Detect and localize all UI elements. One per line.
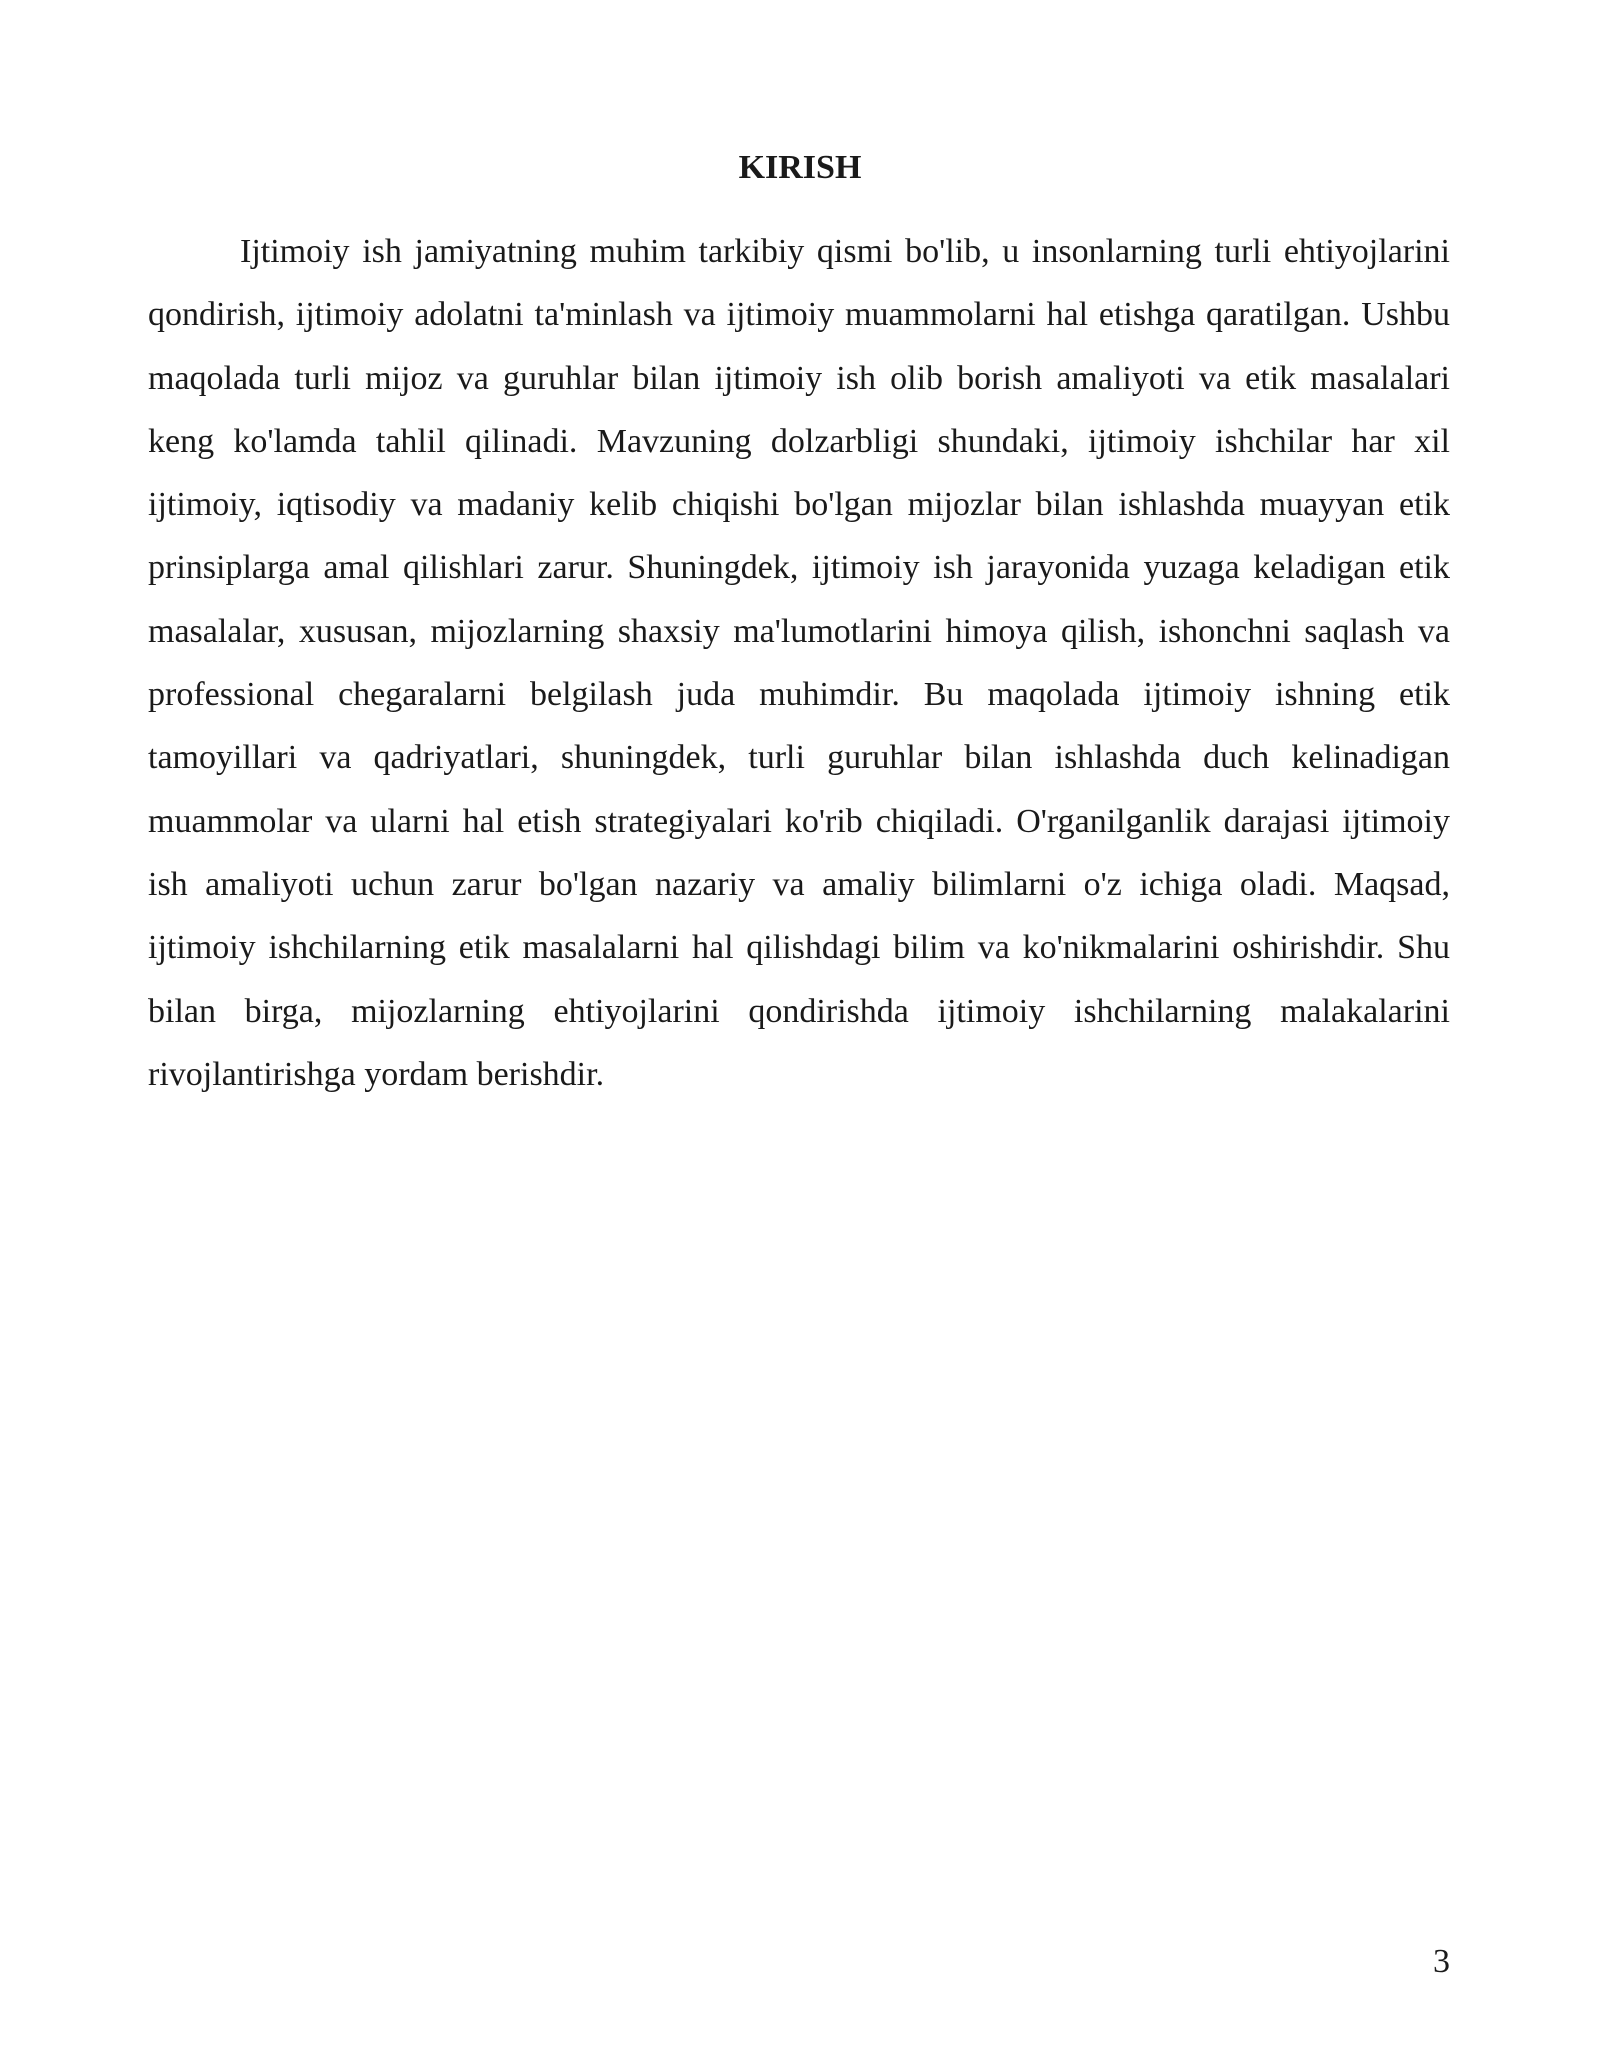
section-heading: KIRISH xyxy=(738,149,862,186)
page-number: 3 xyxy=(1433,1943,1450,1980)
body-paragraph: Ijtimoiy ish jamiyatning muhim tarkibiy qismi bo'lib, u insonlarning turli ehtiyojlarini qondirish, ijtimoiy adolatni ta'minlash va ijtimoiy muammolarni hal etishga qaratilgan. Ushbu maqolada turli mijoz va guruhlar bilan ijtimoiy ish olib borish amaliyoti va etik masalalari keng ko'lamda tahlil qilinadi. Mavzuning dolzarbligi shundaki, ijtimoiy ishchilar har xil ijtimoiy, iqtisodiy va madaniy kelib chiqishi bo'lgan mijozlar bilan ishlashda muayyan etik prinsiplarga amal qilishlari zarur. Shuningdek, ijtimoiy ish jarayonida yuzaga keladigan etik masalalar, xususan, mijozlarning shaxsiy ma'lumotlarini himoya qilish, ishonchni saqlash va professional chegaralarni belgilash juda muhimdir. Bu maqolada ijtimoiy ishning etik tamoyillari va qadriyatlari, shuningdek, turli guruhlar bilan ishlashda duch kelinadigan muammolar va ularni hal etish strategiyalari ko'rib chiqiladi. O'rganilganlik darajasi ijtimoiy ish amaliyoti uchun zarur bo'lgan nazariy va amaliy bilimlarni o'z ichiga oladi. Maqsad, ijtimoiy ishchilarning etik masalalarni hal qilishdagi bilim va ko'nikmalarini oshirishdir. Shu bilan birga, mijozlarning ehtiyojlarini qondirishda ijtimoiy ishchilarning malakalarini rivojlantirishga yordam berishdir. xyxy=(148,233,1450,1093)
